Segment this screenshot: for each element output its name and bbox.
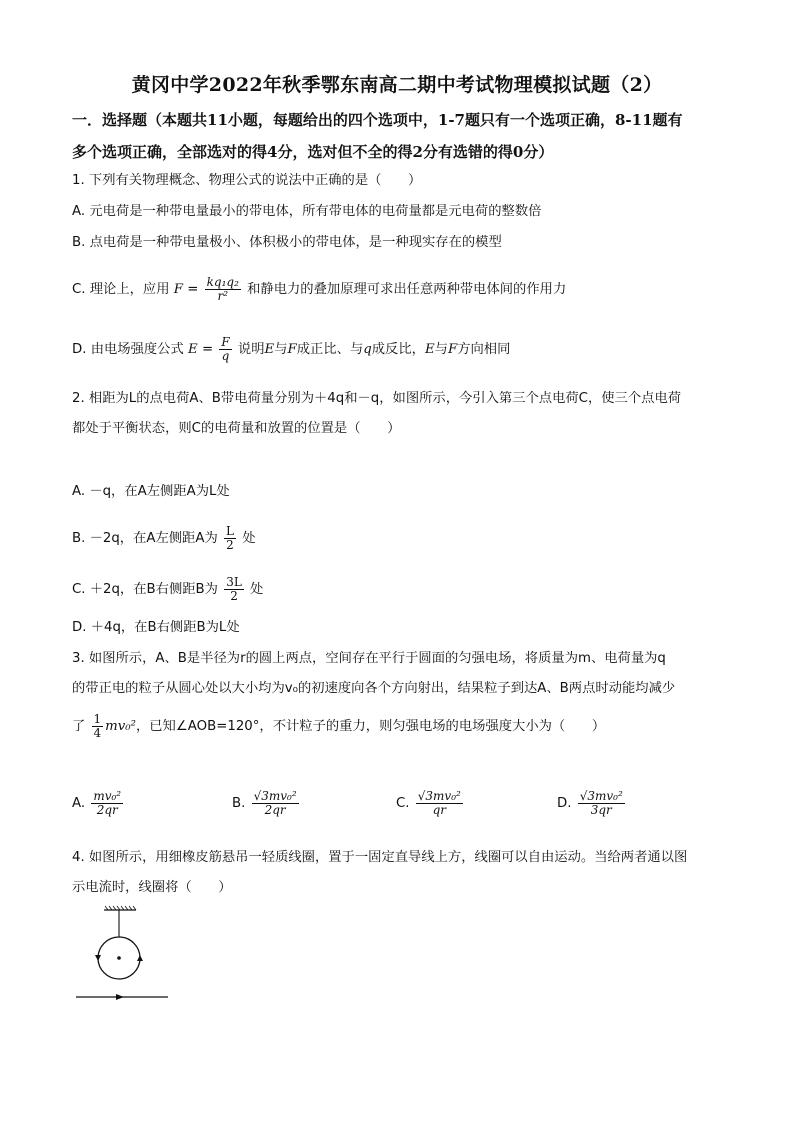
q1-option-d: [72, 330, 510, 370]
q3-option-c-denominator: qr: [432, 802, 446, 817]
q1-option-c-numerator: kq₁q₂: [206, 274, 239, 289]
page-title: 黄冈中学2022年秋季鄂东南高二期中考试物理模拟试题（2）: [131, 74, 663, 96]
q1-option-d-evar2: E: [264, 342, 275, 357]
q3-option-d-label: D.: [557, 796, 572, 812]
q1-option-d-text5: 与: [434, 342, 448, 357]
q1-option-d-evar3: E: [424, 342, 435, 357]
q3-option-d: [557, 790, 627, 816]
q2-stem-line2: 都处于平衡状态，则C的电荷量和放置的位置是（ ）: [72, 421, 401, 436]
q2-option-a: A. －q，在A左侧距A为L处: [72, 484, 230, 499]
q3-option-b-label: B.: [232, 796, 246, 812]
q2-option-b-numerator: L: [225, 523, 234, 538]
q1-option-d-e-var: E: [188, 342, 198, 357]
q3-stem-line3: [72, 706, 605, 748]
section-heading-line2: 多个选项正确，全部选对的得4分，选对但不全的得2分有选错的得0分）: [72, 143, 554, 161]
q1-option-d-denominator: q: [221, 348, 230, 363]
q3-option-d-fraction: [578, 790, 625, 816]
q3-option-d-numerator: √3mv₀²: [579, 789, 623, 803]
q1-option-c-fraction: [205, 276, 241, 302]
q3-stem-fraction: [92, 713, 104, 739]
q1-option-d-text4: 成反比，: [371, 342, 425, 357]
q3-option-d-denominator: 3qr: [590, 802, 612, 817]
q3-stem-fraction-denominator: 4: [93, 725, 102, 740]
q2-option-c: [72, 570, 263, 610]
q3-stem-fraction-numerator: 1: [93, 711, 102, 726]
q1-option-c-force-var: F: [173, 282, 183, 297]
wire-current-arrow: [116, 994, 124, 1000]
q3-stem-expression: mv₀²: [105, 719, 136, 734]
ceiling-support: [104, 906, 136, 910]
q1-option-d-fvar: F: [287, 342, 297, 357]
q3-option-b-numerator: √3mv₀²: [253, 789, 297, 803]
q3-option-a-numerator: mv₀²: [93, 789, 122, 803]
q1-option-d-text1: 说明: [237, 342, 265, 357]
q1-option-d-text2: 与: [274, 342, 288, 357]
q4-stem-line1: 4. 如图所示，用细橡皮筋悬吊一轻质线圈，置于一固定直导线上方，线圈可以自由运动。当给两者通以图: [72, 850, 688, 865]
q1-option-d-fvar2: F: [447, 342, 458, 357]
q1-option-d-prefix: D. 由电场强度公式: [72, 342, 184, 357]
q1-option-c: [72, 270, 566, 310]
q2-option-b-prefix: B. －2q，在A左侧距A为: [72, 531, 218, 546]
q1-option-c-suffix: 和静电力的叠加原理可求出任意两种带电体间的作用力: [247, 282, 567, 297]
q4-stem-line2: 示电流时，线圈将（ ）: [72, 880, 232, 895]
q1-option-d-fraction: [219, 336, 231, 362]
q2-option-b-denominator: 2: [226, 537, 234, 552]
q2-option-b-fraction: [224, 525, 236, 551]
q1-option-c-equals: =: [187, 282, 199, 297]
q3-option-a: [72, 790, 125, 816]
q3-option-c-label: C.: [396, 796, 410, 812]
coil-center-dot: [117, 956, 121, 960]
q1-option-d-numerator: F: [221, 334, 230, 349]
q2-option-c-fraction: [224, 576, 244, 602]
coil-wire-diagram: [70, 905, 180, 1005]
q3-stem-line1: 3. 如图所示，A、B是半径为r的圆上两点，空间存在平行于圆面的匀强电场，将质量为m、电荷量为q: [72, 651, 666, 666]
q1-option-d-equals: =: [201, 342, 214, 357]
q1-option-d-qvar: q: [363, 342, 372, 357]
q1-option-d-text6: 方向相同: [457, 342, 511, 357]
q2-option-d: D. ＋4q，在B右侧距B为L处: [72, 620, 240, 635]
q1-option-b: B. 点电荷是一种带电量极小、体积极小的带电体，是一种现实存在的模型: [72, 235, 502, 250]
q3-stem-line3-prefix: 了: [72, 719, 86, 734]
q2-stem-line1: 2. 相距为L的点电荷A、B带电荷量分别为＋4q和－q，如图所示，今引入第三个点电荷C，使三个点电荷: [72, 391, 682, 406]
q1-option-c-denominator: r²: [217, 288, 229, 303]
q3-stem-line3-suffix: ，已知∠AOB=120°，不计粒子的重力，则匀强电场的电场强度大小为（ ）: [135, 719, 606, 734]
q3-option-b-denominator: 2qr: [264, 802, 286, 817]
q1-option-a: A. 元电荷是一种带电量最小的带电体，所有带电体的电荷量都是元电荷的整数倍: [72, 204, 542, 219]
q3-option-a-fraction: [91, 790, 123, 816]
q2-option-c-suffix: 处: [250, 582, 264, 597]
q3-option-c-numerator: √3mv₀²: [417, 789, 461, 803]
coil-current-arrow-right: [137, 955, 143, 961]
q3-stem-line2: 的带正电的粒子从圆心处以大小均为v₀的初速度向各个方向射出，结果粒子到达A、B两点时动能均减少: [72, 681, 676, 696]
q2-option-c-denominator: 2: [230, 588, 238, 603]
q1-option-c-prefix: C. 理论上，应用: [72, 282, 170, 297]
section-heading-line1: 一．选择题（本题共11小题，每题给出的四个选项中，1-7题只有一个选项正确，8-11题有: [72, 111, 683, 129]
q3-option-b: [232, 790, 301, 816]
q1-stem: 1. 下列有关物理概念、物理公式的说法中正确的是（ ）: [72, 173, 422, 188]
q1-option-d-text3: 成正比、与: [296, 342, 364, 357]
q3-option-b-fraction: [252, 790, 299, 816]
section-heading: [72, 104, 732, 168]
q3-option-c: [396, 790, 465, 816]
q3-option-c-fraction: [416, 790, 463, 816]
q3-option-a-label: A.: [72, 796, 86, 812]
q3-option-a-denominator: 2qr: [96, 802, 118, 817]
q2-option-c-numerator: 3L: [226, 574, 242, 589]
coil-current-arrow-left: [95, 955, 101, 961]
q2-option-b-suffix: 处: [242, 531, 256, 546]
q2-option-c-prefix: C. ＋2q，在B右侧距B为: [72, 582, 218, 597]
q2-option-b: [72, 519, 255, 559]
